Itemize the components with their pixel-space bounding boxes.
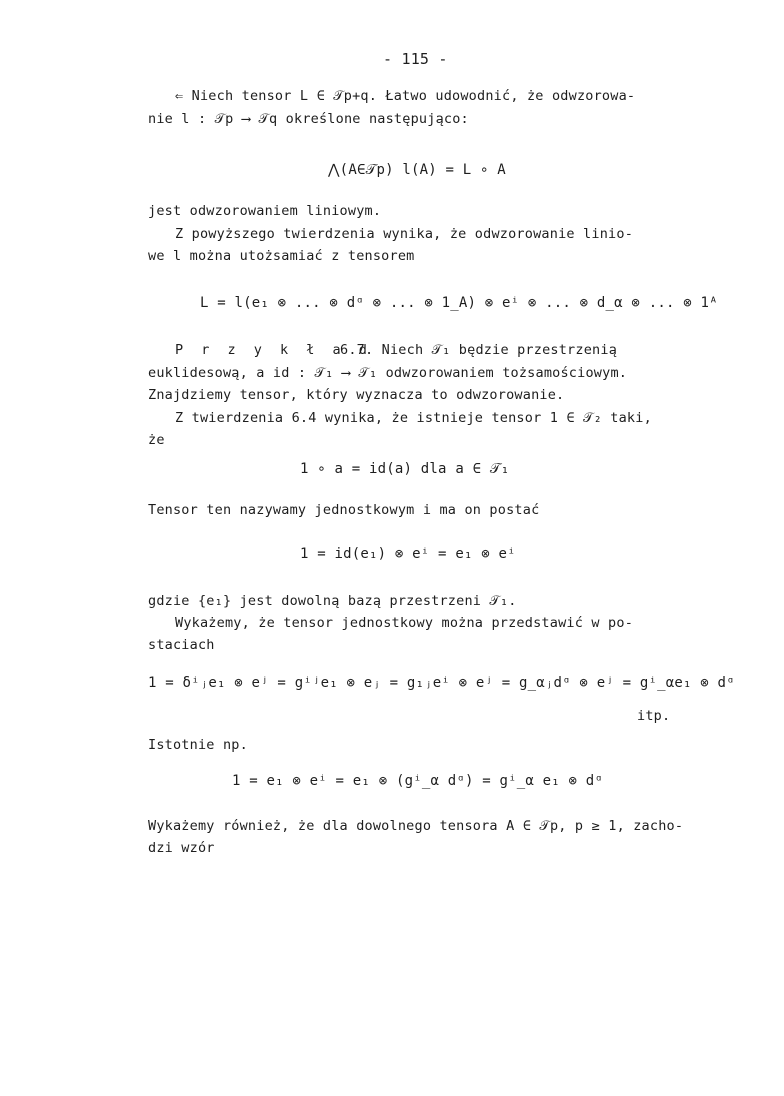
formula: L = l(e₁ ⊗ ... ⊗ dᵅ ⊗ ... ⊗ 1_A) ⊗ eⁱ ⊗ ... ⊗ d_α ⊗ ... ⊗ 1ᴬ [200, 295, 718, 311]
text-line: Istotnie np. [148, 737, 248, 753]
example-heading: P r z y k ł a d [175, 342, 372, 358]
text-line: Znajdziemy tensor, który wyznacza to odwzorowanie. [148, 387, 565, 403]
text-line: itp. [637, 708, 671, 724]
text-line: że [148, 432, 165, 448]
text-line: Z twierdzenia 6.4 wynika, że istnieje tensor 1 ∈ 𝒯₂ taki, [175, 410, 652, 426]
text-line: jest odwzorowaniem liniowym. [148, 203, 382, 219]
text-line: 6.7. Niech 𝒯₁ będzie przestrzenią [340, 342, 618, 358]
text-line: euklidesową, a id : 𝒯₁ ⟶ 𝒯₁ odwzorowaniem tożsamościowym. [148, 365, 628, 381]
text-line: Wykażemy, że tensor jednostkowy można przedstawić w po- [175, 615, 634, 631]
formula: ⋀(A∈𝒯p) l(A) = L ∘ A [328, 162, 506, 178]
formula: 1 = δⁱⱼe₁ ⊗ eʲ = gⁱʲe₁ ⊗ eⱼ = g₁ⱼeⁱ ⊗ eʲ = g_αⱼdᵅ ⊗ eʲ = gⁱ_αe₁ ⊗ dᵅ [148, 675, 735, 691]
text-line: we l można utożsamiać z tensorem [148, 248, 415, 264]
text-line: staciach [148, 637, 215, 653]
text-line: nie l : 𝒯p ⟶ 𝒯q określone następująco: [148, 111, 469, 127]
formula: 1 ∘ a = id(a) dla a ∈ 𝒯₁ [300, 461, 510, 477]
text-line: dzi wzór [148, 840, 215, 856]
text-line: Z powyższego twierdzenia wynika, że odwzorowanie linio- [175, 226, 634, 242]
formula: 1 = e₁ ⊗ eⁱ = e₁ ⊗ (gⁱ_α dᵅ) = gⁱ_α e₁ ⊗ dᵅ [232, 773, 604, 789]
formula: 1 = id(e₁) ⊗ eⁱ = e₁ ⊗ eⁱ [300, 546, 516, 562]
text-line: ⇐ Niech tensor L ∈ 𝒯p+q. Łatwo udowodnić, że odwzorowa- [175, 88, 636, 104]
text-line: Tensor ten nazywamy jednostkowym i ma on postać [148, 502, 540, 518]
text-line: gdzie {e₁} jest dowolną bazą przestrzeni 𝒯₁. [148, 593, 517, 609]
page-number: - 115 - [383, 50, 448, 68]
text-line: Wykażemy również, że dla dowolnego tensora A ∈ 𝒯p, p ≥ 1, zacho- [148, 818, 684, 834]
